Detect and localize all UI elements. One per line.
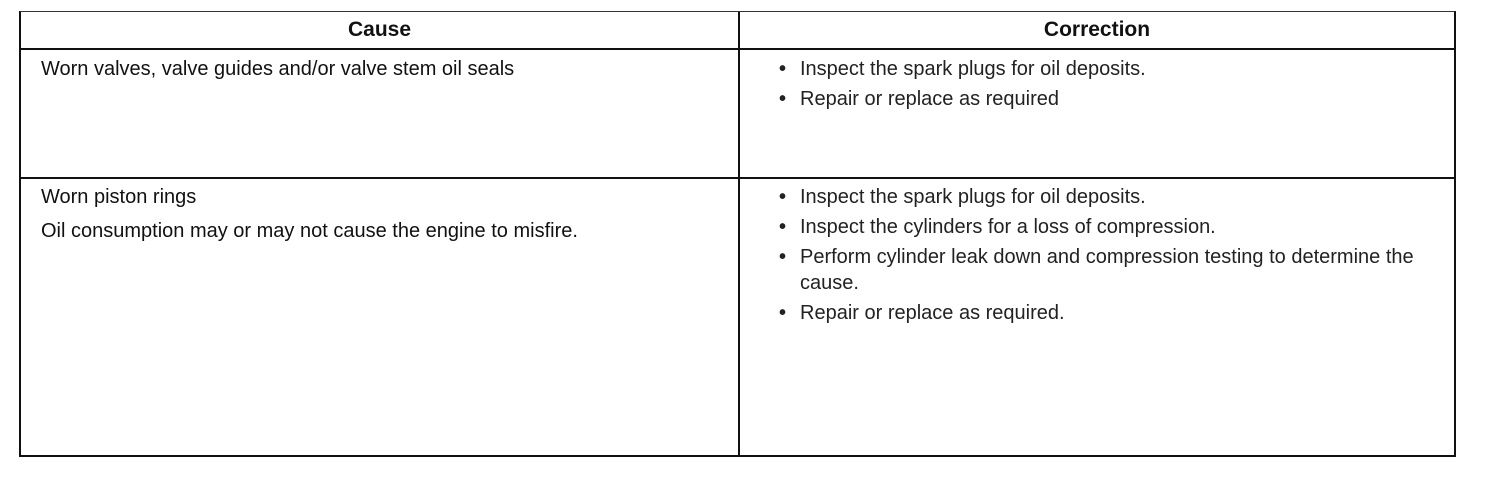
diagnostic-table xyxy=(19,11,1456,457)
table-row-2-cause xyxy=(41,184,731,252)
correction-list xyxy=(773,56,1443,112)
correction-text: Perform cylinder leak down and compression testing to determine the cause. xyxy=(800,246,1414,294)
column-divider xyxy=(738,12,740,455)
header-correction: Correction xyxy=(1043,18,1151,41)
correction-item xyxy=(773,56,1443,82)
table-header-row xyxy=(21,12,1454,50)
correction-item xyxy=(773,184,1443,210)
bullet-icon: • xyxy=(779,216,787,238)
correction-text: Inspect the spark plugs for oil deposits. xyxy=(800,58,1146,80)
correction-item xyxy=(773,86,1443,112)
bullet-icon: • xyxy=(779,186,787,208)
correction-text: Repair or replace as required xyxy=(800,88,1060,110)
header-cause: Cause xyxy=(347,18,412,41)
cause-note: Oil consumption may or may not cause the engine to misfire. xyxy=(41,220,578,242)
correction-text: Repair or replace as required. xyxy=(800,302,1065,324)
row-divider xyxy=(21,177,1454,179)
cause-text: Worn piston rings xyxy=(41,186,197,208)
correction-item xyxy=(773,300,1443,326)
table-row-1-cause xyxy=(41,56,731,90)
table-row-1-correction xyxy=(773,56,1443,116)
cause-text: Worn valves, valve guides and/or valve stem oil seals xyxy=(41,58,515,80)
table-row-2-correction xyxy=(773,184,1443,330)
correction-item xyxy=(773,214,1443,240)
bullet-icon: • xyxy=(779,302,787,324)
bullet-icon: • xyxy=(779,58,787,80)
bullet-icon: • xyxy=(779,246,787,268)
bullet-icon: • xyxy=(779,88,787,110)
correction-text: Inspect the cylinders for a loss of compression. xyxy=(800,216,1216,238)
correction-list xyxy=(773,184,1443,326)
correction-item xyxy=(773,244,1443,296)
correction-text: Inspect the spark plugs for oil deposits. xyxy=(800,186,1146,208)
